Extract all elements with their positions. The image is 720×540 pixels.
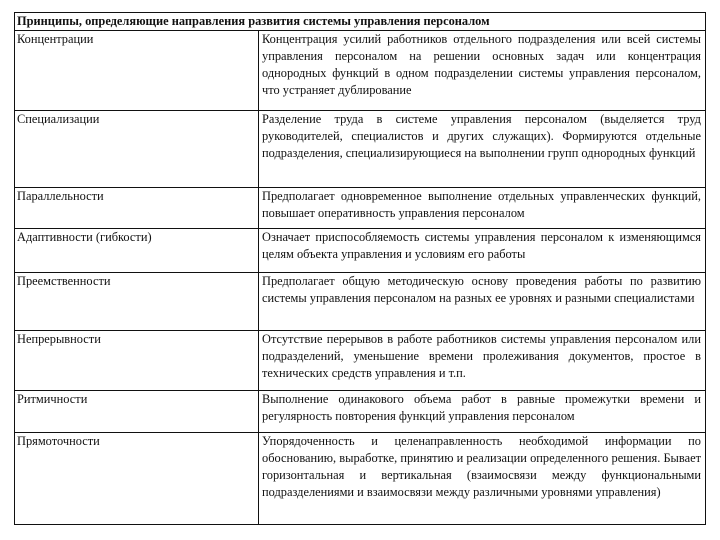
principle-name: Концентрации <box>15 31 259 111</box>
principle-description: Концентрация усилий работников отдельного подразделения или всей системы управления персоналом на решении основных задач или концентрация однородных функций в одном подразделении системы управления персоналом, что устраняет дублирование <box>259 31 706 111</box>
principle-description: Предполагает одновременное выполнение отдельных управленческих функций, повышает оперативность управления персоналом <box>259 188 706 229</box>
principle-description: Упорядоченность и целенаправленность необходимой информации по обоснованию, выработке, принятию и реализации определенного решения. Бывает горизонтальная и вертикальная (взаимосвязи между функциональными подразделениями и взаимосвязи между различными уровнями управления) <box>259 433 706 525</box>
table-row <box>15 111 706 188</box>
principle-description: Означает приспособляемость системы управления персоналом к изменяющимся целям объекта управления и условиям его работы <box>259 229 706 273</box>
table-row <box>15 273 706 331</box>
table-row <box>15 433 706 525</box>
principle-name: Непрерывности <box>15 331 259 391</box>
principles-table <box>14 12 706 525</box>
principle-name: Адаптивности (гибкости) <box>15 229 259 273</box>
table-row <box>15 31 706 111</box>
table-row <box>15 188 706 229</box>
table-header-row <box>15 13 706 31</box>
principle-description: Разделение труда в системе управления персоналом (выделяется труд руководителей, специалистов и других служащих). Формируются отдельные подразделения, специализирующиеся на выполнении групп однородных функций <box>259 111 706 188</box>
table-row <box>15 229 706 273</box>
principle-name: Преемственности <box>15 273 259 331</box>
principle-name: Прямоточности <box>15 433 259 525</box>
principle-name: Специализации <box>15 111 259 188</box>
principle-name: Ритмичности <box>15 391 259 433</box>
table-title: Принципы, определяющие направления развития системы управления персоналом <box>15 13 706 31</box>
principle-description: Предполагает общую методическую основу проведения работы по развитию системы управления персоналом на разных ее уровнях и разными специалистами <box>259 273 706 331</box>
principle-name: Параллельности <box>15 188 259 229</box>
principle-description: Выполнение одинакового объема работ в равные промежутки времени и регулярность повторения функций управления персоналом <box>259 391 706 433</box>
table-row <box>15 391 706 433</box>
principle-description: Отсутствие перерывов в работе работников системы управления персоналом или подразделений, уменьшение времени пролеживания документов, простое в технических средств управления и т.п. <box>259 331 706 391</box>
table-row <box>15 331 706 391</box>
